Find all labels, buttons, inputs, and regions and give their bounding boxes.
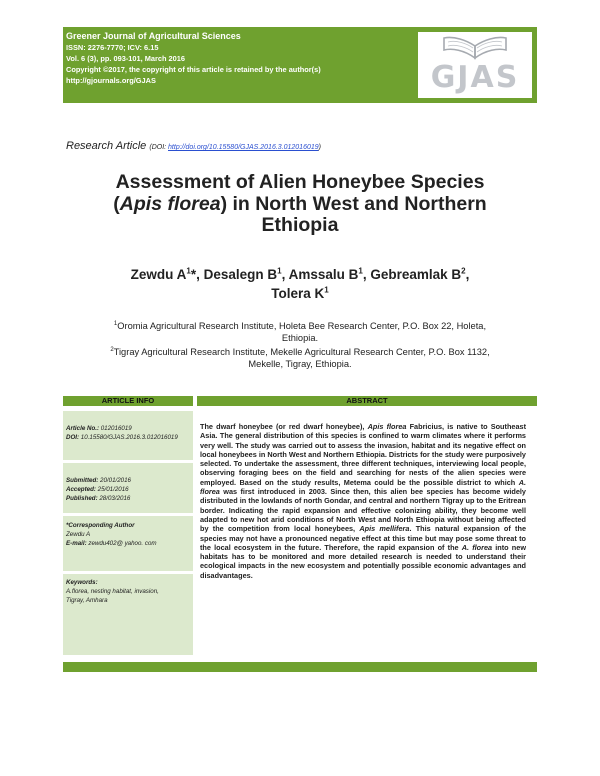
journal-info (66, 30, 426, 86)
article-info-header: ARTICLE INFO (63, 396, 193, 406)
article-type-line (66, 140, 546, 152)
book-icon (418, 32, 532, 62)
doi-link[interactable]: http://doi.org/10.15580/GJAS.2016.3.012016019 (168, 144, 319, 151)
info-divider (63, 571, 193, 574)
paper-title: Assessment of Alien Honeybee Species (Apis florea) in North West and Northern Ethiopia (113, 171, 487, 236)
article-dates: Submitted: 20/01/2016 Accepted: 25/01/2016 Published: 28/03/2016 (66, 477, 131, 502)
keywords: Keywords: A.florea, nesting habitat, invasion, Tigray, Amhara (66, 579, 159, 604)
article-type: Research Article (66, 140, 147, 152)
corresponding-author: *Corresponding Author Zewdu A E-mail: zewdu402@ yahoo. com (66, 522, 157, 547)
journal-issn: ISSN: 2276-7770; ICV: 6.15 (66, 43, 159, 52)
author-list: Zewdu $A^1*$, Desalegn $B^1$, Amssalu $B^1$, Gebreamlak $B^2$, Tolera $K^1$ (130, 266, 470, 301)
logo-text: GJAS (430, 60, 520, 95)
article-ids: Article No.: 012016019 DOI: 10.15580/GJAS.2016.3.012016019 (66, 425, 178, 441)
affiliation-2: $^2$Tigray Agricultural Research Institute, Mekelle Agricultural Research Center, P.O. Box 1132, Mekelle, Tigray, Ethiopia. (110, 346, 490, 369)
gjas-logo (418, 32, 532, 98)
info-divider (63, 460, 193, 463)
journal-title: Greener Journal of Agricultural Sciences (66, 31, 241, 41)
journal-url[interactable]: http://gjournals.org/GJAS (66, 76, 156, 85)
info-divider (63, 513, 193, 516)
journal-volume: Vol. 6 (3), pp. 093-101, March 2016 (66, 54, 185, 63)
journal-copyright: Copyright ©2017, the copyright of this article is retained by the author(s) (66, 65, 321, 74)
abstract-text: The dwarf honeybee (or red dwarf honeybee), Apis florea Fabricius, is native to Southeast Asia. The general distribution of this species is confined to warm climates where it performs very well. The study was carried out to assess the invasion, habitat and its negative effect on local honeybees in North West and Northern Ethiopia. Districts for the study were purposively selected. To undertake the assessment, three different techniques, interviewing local people, observing foraging bees on the field and searching for nests of the alien species were employed. Based on the study results, Metema could be the possible district to which A. florea was first introduced in 2003. Since then, this alien bee species has become widely distributed in the lowlands of north Gondar, and central and northern Tigray up to the Eritrean border. Indicating the rapid expansion and effective colonizing ability, they become well adapted to new hot arid conditions of North West and North Ethiopia without being affected by the competition from local honeybees, Apis mellifera. This natural expansion of the species may not have a pronounced negative effect at this time but may pose some threat to the local ecosystem in the future. Therefore, the rapid expansion of the A. florea into new habitats has to be monitored and more detailed research is needed to understand their ecological impacts in the new ecosystem and potentially possible economic advantages and disadvantages. (200, 422, 526, 580)
author-email[interactable]: zewdu402@ yahoo. com (86, 540, 157, 547)
abstract-header: ABSTRACT (197, 396, 537, 406)
footer-bar (63, 662, 537, 672)
affiliation-1: $^1$Oromia Agricultural Research Institute, Holeta Bee Research Center, P.O. Box 22, Holeta, Ethiopia. (113, 320, 487, 343)
article-doi: (DOI: http://doi.org/10.15580/GJAS.2016.3.012016019) (149, 144, 321, 151)
